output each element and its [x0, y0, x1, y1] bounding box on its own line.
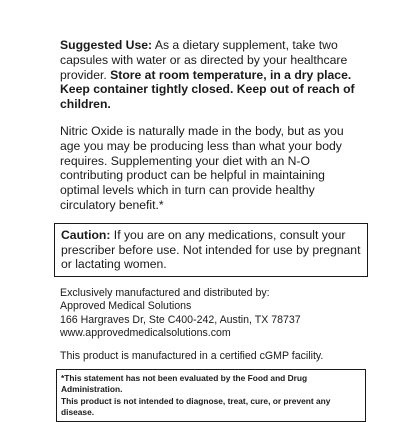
- suggested-use-text: As a dietary supplement, take two capsules with water or as directed by your healthcare provider.: [60, 38, 348, 82]
- label-panel: [60, 38, 362, 422]
- distributor-website: www.approvedmedicalsolutions.com: [60, 326, 231, 339]
- distributor-block: [60, 287, 362, 340]
- nitric-oxide-paragraph: Nitric Oxide is naturally made in the body, but as you age you may be producing less than what your body requires. Supplementing your diet with an N-O contributing product can be helpful in maintaining optimal levels which in turn can provide healthy circulatory benefit.*: [60, 123, 344, 212]
- cgmp-statement: This product is manufactured in a certified cGMP facility.: [60, 349, 324, 362]
- distributor-intro: Exclusively manufactured and distributed by:: [60, 287, 270, 300]
- fda-disclaimer-line-1: *This statement has not been evaluated by the Food and Drug Administration.: [61, 373, 308, 395]
- storage-instructions: Store at room temperature, in a dry place. Keep container tightly closed. Keep out of reach of children.: [60, 67, 355, 112]
- suggested-use-label: Suggested Use:: [60, 38, 153, 52]
- distributor-name: Approved Medical Solutions: [60, 300, 192, 313]
- caution-text: If you are on any medications, consult your prescriber before use. Not intended for use by pregnant or lactating women.: [61, 227, 361, 272]
- fda-disclaimer-box: [56, 369, 366, 422]
- suggested-use-paragraph: [60, 38, 362, 112]
- distributor-address: 166 Hargraves Dr, Ste C400-242, Austin, TX 78737: [60, 313, 301, 326]
- fda-disclaimer-line-2: This product is not intended to diagnose, treat, cure, or prevent any disease.: [61, 395, 331, 417]
- caution-box: [54, 223, 368, 277]
- caution-paragraph: [61, 228, 361, 272]
- caution-label: Caution:: [61, 227, 111, 242]
